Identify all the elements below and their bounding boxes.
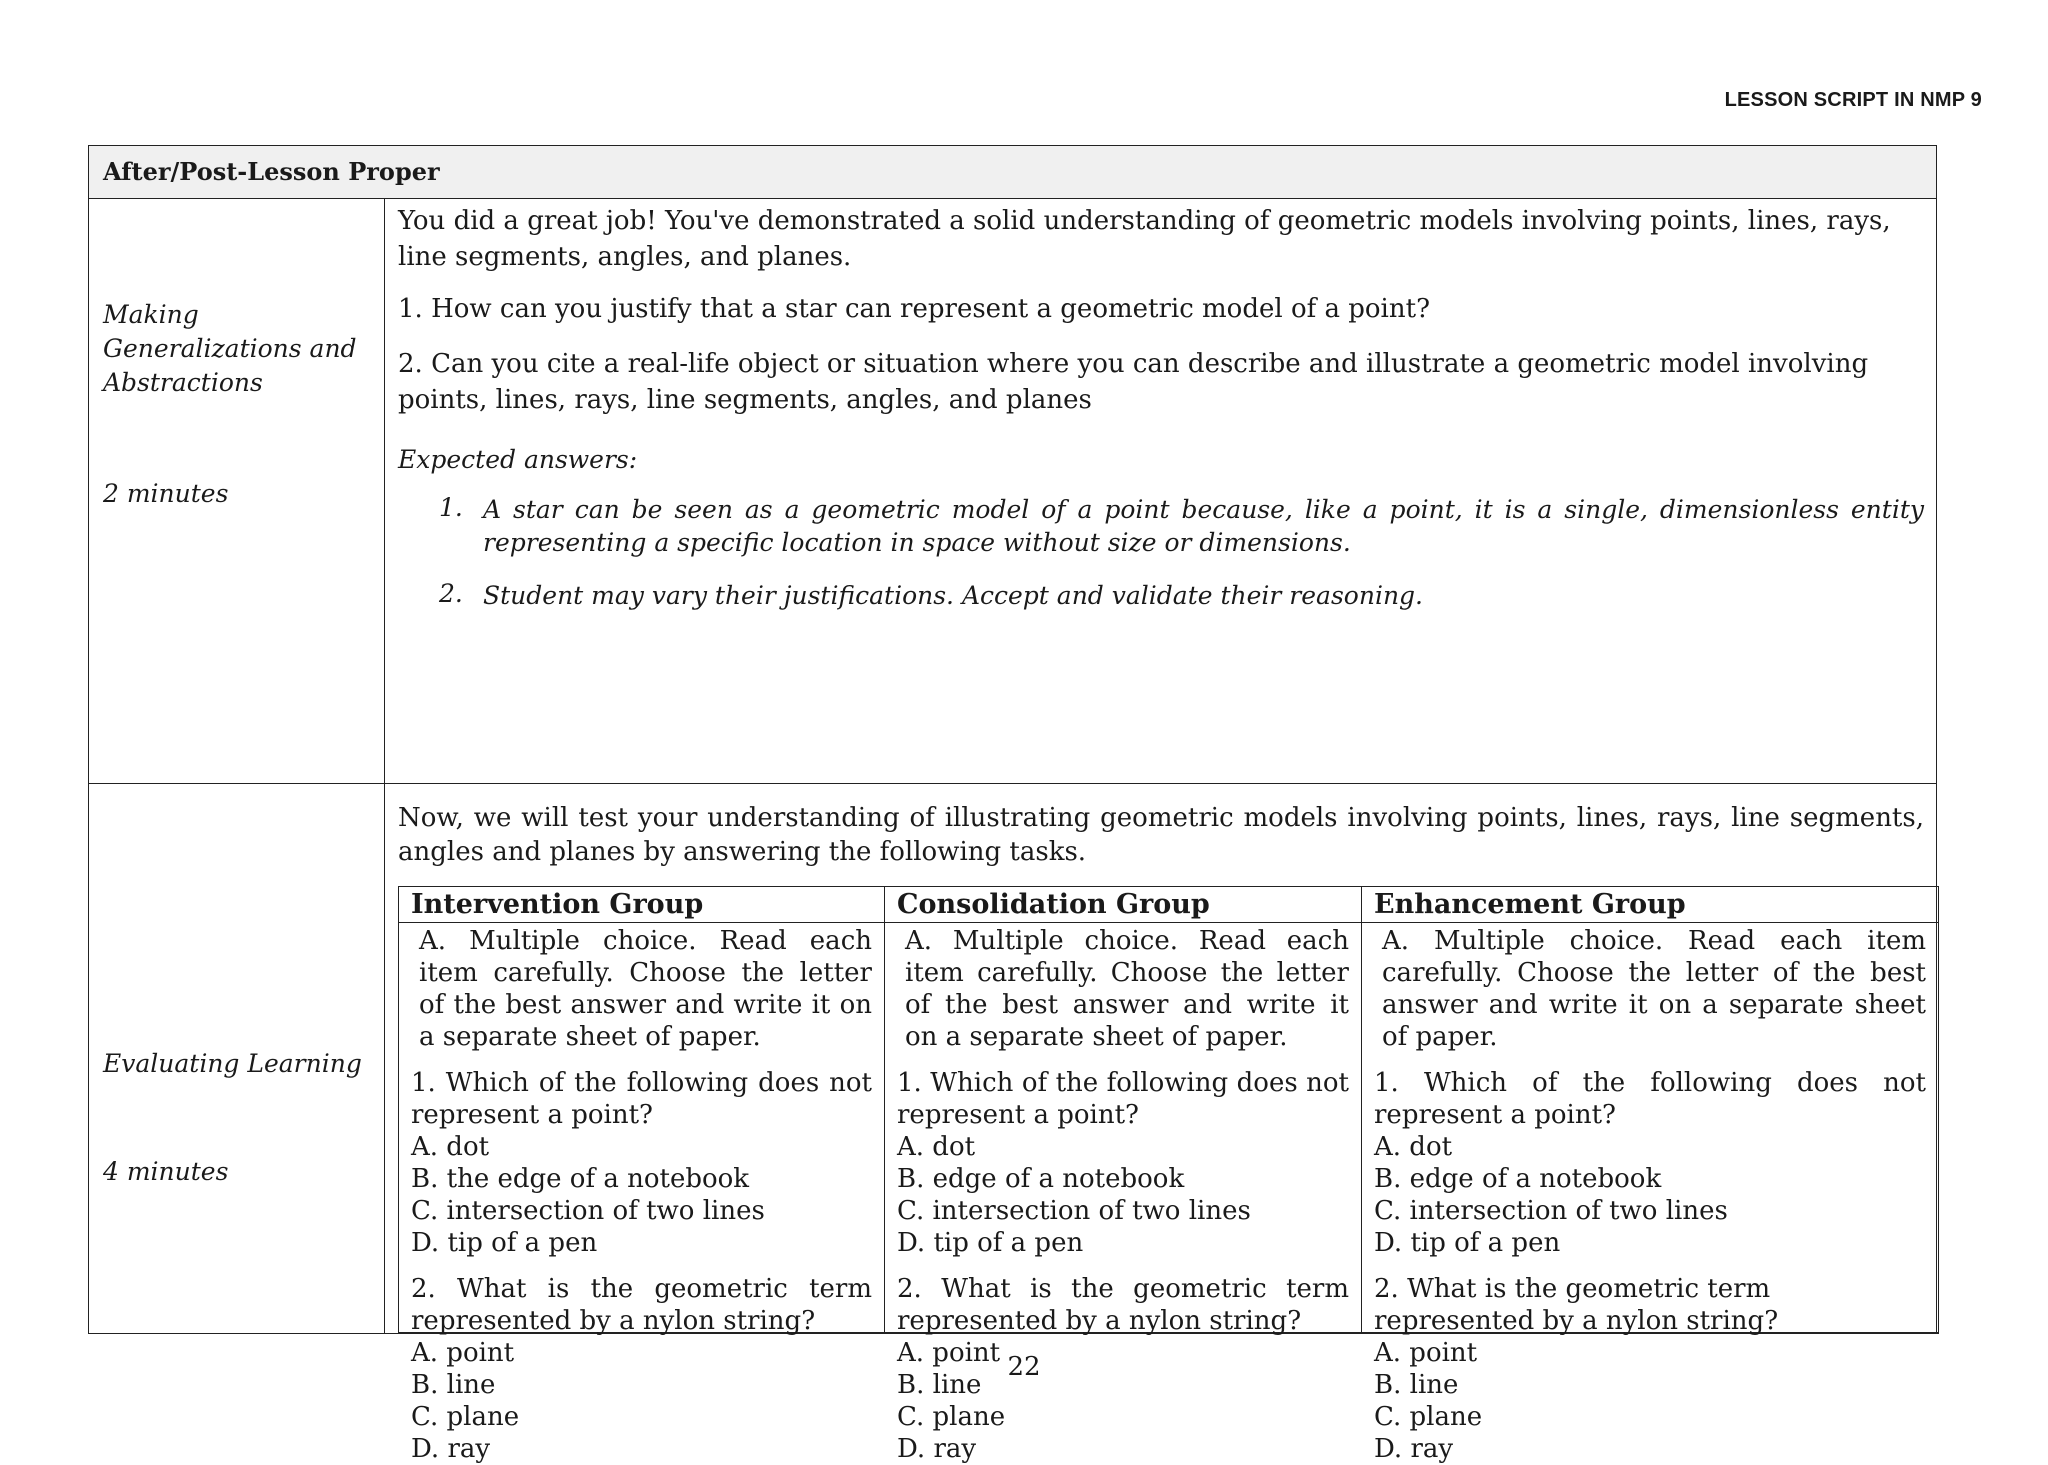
group-question-1: 1. Which of the following does not represent a point?: [897, 1068, 1349, 1130]
option: A. point: [1374, 1338, 1478, 1368]
option: B. edge of a notebook: [1374, 1164, 1662, 1194]
intervention-group-column: [399, 887, 885, 1464]
page-number: 22: [1007, 1352, 1041, 1382]
option: B. line: [1374, 1370, 1459, 1400]
option: C. plane: [1374, 1402, 1483, 1432]
group-header: Consolidation Group: [885, 887, 1361, 923]
group-question-1: 1. Which of the following does not represent a point?: [411, 1068, 872, 1130]
option: A. dot: [1374, 1132, 1453, 1162]
option: C. plane: [411, 1402, 520, 1432]
group-question-2: 2. What is the geometric term represented by a nylon string?: [897, 1274, 1349, 1336]
option: D. ray: [411, 1434, 491, 1464]
expected-answers-list: [439, 493, 1924, 612]
answer-text: A star can be seen as a geometric model of a point because, like a point, it is a single, dimensionless entity representing a specific location in space without size or dimensions.: [483, 495, 1924, 557]
generalization-label: Making Generalizations and Abstractions: [103, 300, 357, 397]
enhancement-group-column: [1362, 887, 1938, 1464]
option: A. point: [897, 1338, 1001, 1368]
answer-number: 1.: [439, 493, 463, 522]
expected-answer-item: [439, 579, 1924, 612]
answer-text: Student may vary their justifications. Accept and validate their reasoning.: [483, 581, 1423, 610]
generalization-content-cell: [385, 199, 1936, 783]
document-header-label: LESSON SCRIPT IN NMP 9: [1724, 89, 1982, 111]
option: D. tip of a pen: [897, 1228, 1084, 1258]
option: C. plane: [897, 1402, 1006, 1432]
group-instruction: A. Multiple choice. Read each item carefully. Choose the letter of the best answer and write it on a separate sheet of paper.: [905, 926, 1349, 1052]
option: B. edge of a notebook: [897, 1164, 1185, 1194]
group-instruction: A. Multiple choice. Read each item carefully. Choose the letter of the best answer and write it on a separate sheet of paper.: [1382, 926, 1926, 1052]
evaluation-label-cell: [89, 784, 385, 1333]
generalization-question-2: 2. Can you cite a real-life object or situation where you can describe and illustrate a geometric model involving points, lines, rays, line segments, angles, and planes: [398, 349, 1869, 415]
option: B. line: [897, 1370, 982, 1400]
group-question-1: 1. Which of the following does not represent a point?: [1374, 1068, 1926, 1130]
option: C. intersection of two lines: [411, 1196, 765, 1226]
option: A. point: [411, 1338, 515, 1368]
option: B. the edge of a notebook: [411, 1164, 750, 1194]
option: D. tip of a pen: [1374, 1228, 1561, 1258]
option: D. ray: [897, 1434, 977, 1464]
generalization-duration: 2 minutes: [103, 479, 229, 508]
evaluation-intro: Now, we will test your understanding of illustrating geometric models involving points, lines, rays, line segments, angles and planes by answering the following tasks.: [398, 803, 1924, 867]
group-question-2: 2. What is the geometric term represented by a nylon string?: [411, 1274, 872, 1336]
expected-answer-item: [439, 493, 1924, 559]
option: C. intersection of two lines: [1374, 1196, 1728, 1226]
option: A. dot: [411, 1132, 490, 1162]
section-title: After/Post-Lesson Proper: [89, 146, 1936, 199]
generalization-row: [89, 199, 1936, 784]
evaluation-label: Evaluating Learning: [103, 1049, 362, 1078]
evaluation-duration: 4 minutes: [103, 1157, 229, 1186]
group-instruction: A. Multiple choice. Read each item carefully. Choose the letter of the best answer and write it on a separate sheet of paper.: [419, 926, 872, 1052]
group-question-2: 2. What is the geometric term represented by a nylon string?: [1374, 1274, 1779, 1336]
group-header: Intervention Group: [399, 887, 884, 923]
option: D. ray: [1374, 1434, 1454, 1464]
option: C. intersection of two lines: [897, 1196, 1251, 1226]
expected-answers-label: Expected answers:: [398, 445, 638, 474]
answer-number: 2.: [439, 579, 463, 608]
option: A. dot: [897, 1132, 976, 1162]
option: D. tip of a pen: [411, 1228, 598, 1258]
option: B. line: [411, 1370, 496, 1400]
generalization-label-cell: [89, 199, 385, 783]
generalization-question-1: 1. How can you justify that a star can represent a geometric model of a point?: [398, 294, 1431, 324]
group-header: Enhancement Group: [1362, 887, 1938, 923]
generalization-intro: You did a great job! You've demonstrated a solid understanding of geometric models involving points, lines, rays, line segments, angles, and planes.: [398, 206, 1891, 272]
